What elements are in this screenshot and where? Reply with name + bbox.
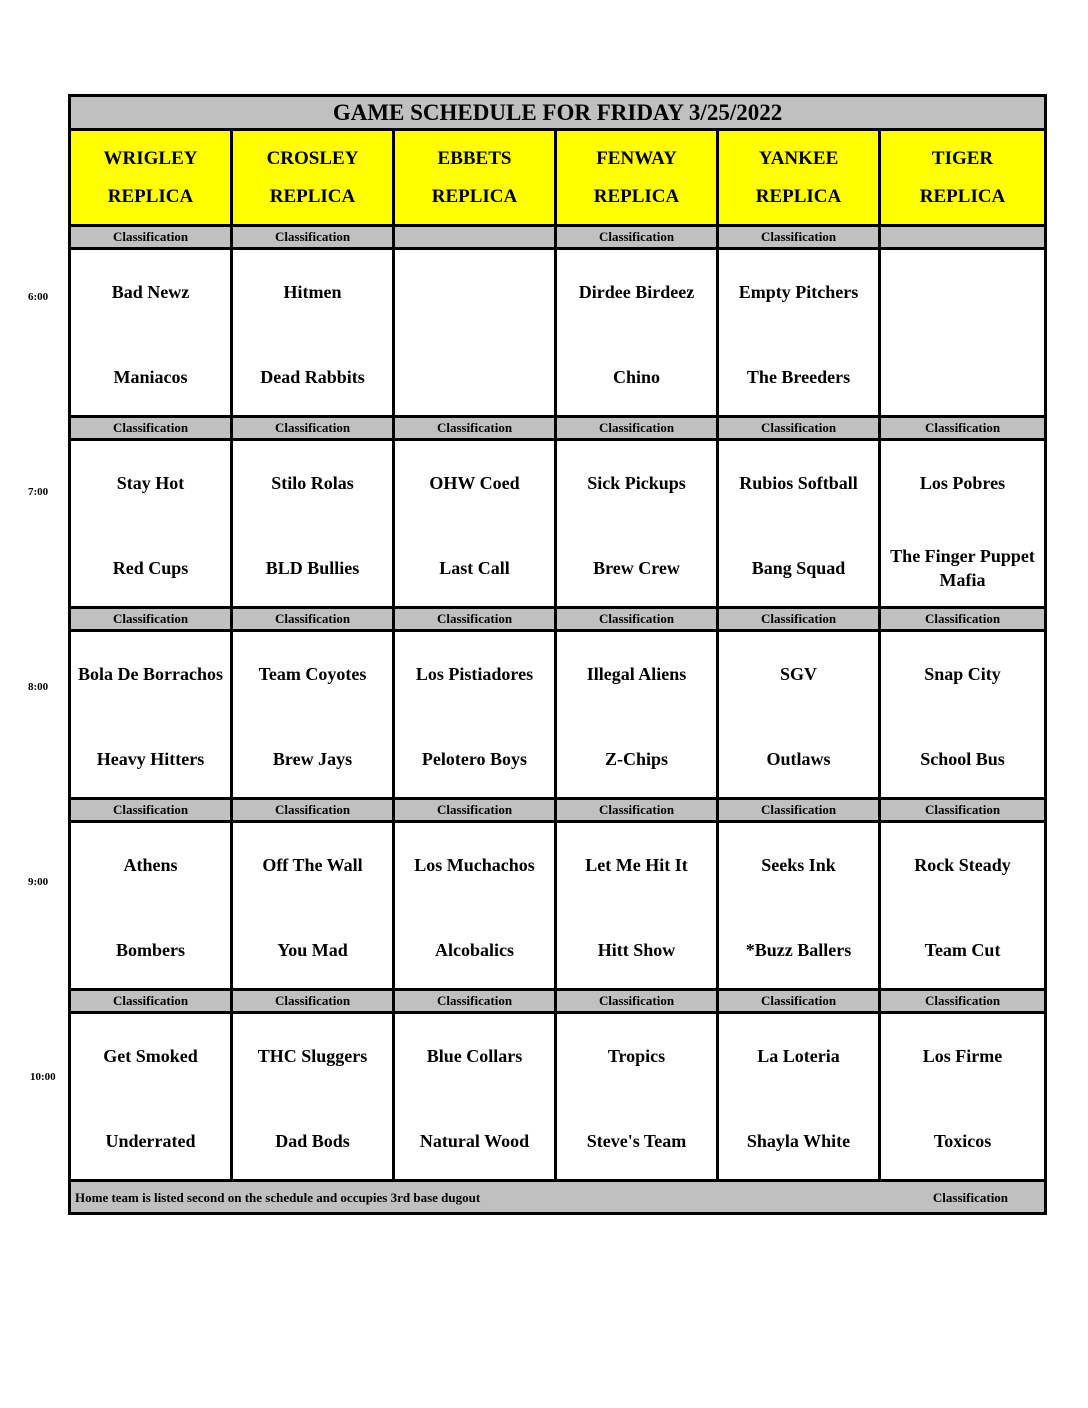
home-team: Bombers: [116, 940, 185, 960]
game-cell: [556, 631, 718, 799]
away-team: Get Smoked: [103, 1046, 198, 1066]
classification-cell: Classification: [70, 226, 232, 249]
classification-row: [70, 990, 1046, 1013]
game-row: [70, 1013, 1046, 1181]
field-name: YANKEE: [758, 147, 839, 169]
away-team: Dirdee Birdeez: [578, 282, 695, 302]
game-cell: [556, 249, 718, 417]
field-name: TIGER: [931, 147, 994, 169]
classification-cell: Classification: [232, 990, 394, 1013]
game-cell: [232, 1013, 394, 1181]
away-team: La Loteria: [757, 1046, 840, 1066]
home-team: Natural Wood: [419, 1131, 530, 1151]
field-name: EBBETS: [437, 147, 512, 169]
home-team: Brew Jays: [272, 749, 353, 769]
game-cell: [394, 822, 556, 990]
home-team: Toxicos: [933, 1131, 992, 1151]
footer-note: Home team is listed second on the schedule and occupies 3rd base dugout: [75, 1190, 481, 1205]
away-team: Empty Pitchers: [738, 282, 859, 302]
schedule-table: [68, 94, 1047, 1215]
classification-cell: Classification: [880, 417, 1046, 440]
home-team: Bang Squad: [751, 558, 846, 578]
away-team: Off The Wall: [262, 855, 363, 875]
field-sub: REPLICA: [431, 185, 518, 207]
classification-cell: Classification: [556, 608, 718, 631]
away-team: Rock Steady: [914, 855, 1011, 875]
home-team: [395, 353, 554, 401]
game-cell: [70, 1013, 232, 1181]
classification-cell: [880, 226, 1046, 249]
home-team: The Finger Puppet Mafia: [890, 546, 1035, 590]
game-cell: [394, 440, 556, 608]
away-team: Los Pistiadores: [415, 664, 534, 684]
home-team: The Breeders: [746, 367, 851, 387]
away-team: THC Sluggers: [257, 1046, 368, 1066]
home-team: Team Cut: [924, 940, 1001, 960]
classification-cell: Classification: [70, 990, 232, 1013]
classification-cell: Classification: [394, 417, 556, 440]
time-label: 10:00: [30, 1071, 56, 1083]
game-cell: [880, 249, 1046, 417]
away-team: Athens: [123, 855, 178, 875]
away-team: Sick Pickups: [587, 473, 686, 493]
home-team: Dad Bods: [275, 1131, 350, 1151]
classification-row: [70, 608, 1046, 631]
classification-cell: Classification: [394, 799, 556, 822]
game-cell: [880, 1013, 1046, 1181]
away-team: Stilo Rolas: [271, 473, 354, 493]
field-name: FENWAY: [596, 147, 677, 169]
game-cell: [718, 249, 880, 417]
game-row: [70, 631, 1046, 799]
footer-classification: Classification: [932, 1190, 1009, 1205]
game-cell: [718, 631, 880, 799]
game-cell: [394, 249, 556, 417]
title-row: [70, 96, 1046, 130]
game-cell: [556, 1013, 718, 1181]
time-label: 8:00: [28, 681, 49, 693]
schedule-title: GAME SCHEDULE FOR FRIDAY 3/25/2022: [70, 96, 1046, 130]
field-sub: REPLICA: [107, 185, 194, 207]
classification-cell: Classification: [232, 417, 394, 440]
classification-cell: Classification: [70, 608, 232, 631]
game-cell: [718, 822, 880, 990]
field-name: WRIGLEY: [103, 147, 198, 169]
classification-cell: Classification: [556, 799, 718, 822]
away-team: Hitmen: [283, 282, 342, 302]
classification-row: [70, 799, 1046, 822]
home-team: Red Cups: [112, 558, 189, 578]
field-sub: REPLICA: [919, 185, 1006, 207]
game-cell: [394, 631, 556, 799]
game-cell: [880, 631, 1046, 799]
away-team: Los Firme: [922, 1046, 1003, 1066]
classification-cell: Classification: [70, 799, 232, 822]
away-team: Team Coyotes: [258, 664, 367, 684]
classification-cell: Classification: [232, 799, 394, 822]
home-team: Dead Rabbits: [260, 367, 365, 387]
away-team: Seeks Ink: [761, 855, 836, 875]
game-cell: [880, 440, 1046, 608]
field-header: [556, 130, 718, 226]
classification-cell: Classification: [232, 608, 394, 631]
field-header-row: [70, 130, 1046, 226]
time-label: 6:00: [28, 291, 49, 303]
away-team: SGV: [779, 664, 817, 684]
classification-cell: Classification: [718, 990, 880, 1013]
away-team: Let Me Hit It: [585, 855, 688, 875]
game-cell: [70, 631, 232, 799]
classification-cell: Classification: [394, 608, 556, 631]
footer-cell: [70, 1181, 1046, 1214]
home-team: Z-Chips: [604, 749, 669, 769]
footer-row: [70, 1181, 1046, 1214]
game-cell: [232, 249, 394, 417]
away-team: [395, 268, 554, 316]
away-team: Los Pobres: [919, 473, 1006, 493]
classification-cell: Classification: [556, 226, 718, 249]
field-sub: REPLICA: [755, 185, 842, 207]
classification-cell: Classification: [232, 226, 394, 249]
game-cell: [232, 822, 394, 990]
game-cell: [70, 249, 232, 417]
field-name: CROSLEY: [266, 147, 359, 169]
game-row: [70, 822, 1046, 990]
game-row: [70, 440, 1046, 608]
home-team: [881, 353, 1044, 401]
time-label: 7:00: [28, 486, 49, 498]
away-team: Tropics: [607, 1046, 666, 1066]
classification-cell: Classification: [718, 608, 880, 631]
game-cell: [70, 440, 232, 608]
home-team: Alcobalics: [435, 940, 514, 960]
away-team: Bad Newz: [111, 282, 190, 302]
away-team: Stay Hot: [116, 473, 185, 493]
home-team: BLD Bullies: [265, 558, 360, 578]
away-team: Snap City: [924, 664, 1001, 684]
game-cell: [718, 1013, 880, 1181]
home-team: Hitt Show: [597, 940, 676, 960]
away-team: Rubios Softball: [739, 473, 858, 493]
classification-cell: Classification: [556, 417, 718, 440]
time-label: 9:00: [28, 876, 49, 888]
field-header: [232, 130, 394, 226]
game-cell: [718, 440, 880, 608]
home-team: Steve's Team: [586, 1131, 687, 1151]
classification-cell: Classification: [718, 417, 880, 440]
classification-cell: Classification: [718, 226, 880, 249]
classification-cell: Classification: [880, 990, 1046, 1013]
home-team: You Mad: [277, 940, 348, 960]
home-team: Shayla White: [746, 1131, 851, 1151]
classification-row: [70, 226, 1046, 249]
home-team: Pelotero Boys: [421, 749, 528, 769]
game-cell: [70, 822, 232, 990]
game-cell: [556, 822, 718, 990]
game-cell: [880, 822, 1046, 990]
home-team: Heavy Hitters: [96, 749, 205, 769]
classification-cell: Classification: [880, 608, 1046, 631]
game-cell: [556, 440, 718, 608]
game-cell: [232, 440, 394, 608]
classification-cell: Classification: [70, 417, 232, 440]
field-sub: REPLICA: [269, 185, 356, 207]
home-team: Underrated: [105, 1131, 196, 1151]
home-team: School Bus: [920, 749, 1005, 769]
game-cell: [394, 1013, 556, 1181]
field-header: [70, 130, 232, 226]
classification-cell: Classification: [880, 799, 1046, 822]
classification-cell: [394, 226, 556, 249]
away-team: Blue Collars: [426, 1046, 523, 1066]
classification-cell: Classification: [718, 799, 880, 822]
time-column: [0, 0, 68, 1408]
classification-row: [70, 417, 1046, 440]
field-header: [718, 130, 880, 226]
home-team: Maniacos: [113, 367, 188, 387]
away-team: OHW Coed: [429, 473, 520, 493]
field-header: [880, 130, 1046, 226]
home-team: Brew Crew: [593, 558, 680, 578]
home-team: *Buzz Ballers: [745, 940, 852, 960]
away-team: [881, 268, 1044, 316]
home-team: Chino: [612, 367, 661, 387]
classification-cell: Classification: [556, 990, 718, 1013]
away-team: Illegal Aliens: [586, 664, 687, 684]
home-team: Last Call: [439, 558, 510, 578]
classification-cell: Classification: [394, 990, 556, 1013]
away-team: Bola De Borrachos: [78, 664, 223, 684]
game-cell: [232, 631, 394, 799]
field-header: [394, 130, 556, 226]
home-team: Outlaws: [766, 749, 831, 769]
game-row: [70, 249, 1046, 417]
field-sub: REPLICA: [593, 185, 680, 207]
away-team: Los Muchachos: [414, 855, 535, 875]
